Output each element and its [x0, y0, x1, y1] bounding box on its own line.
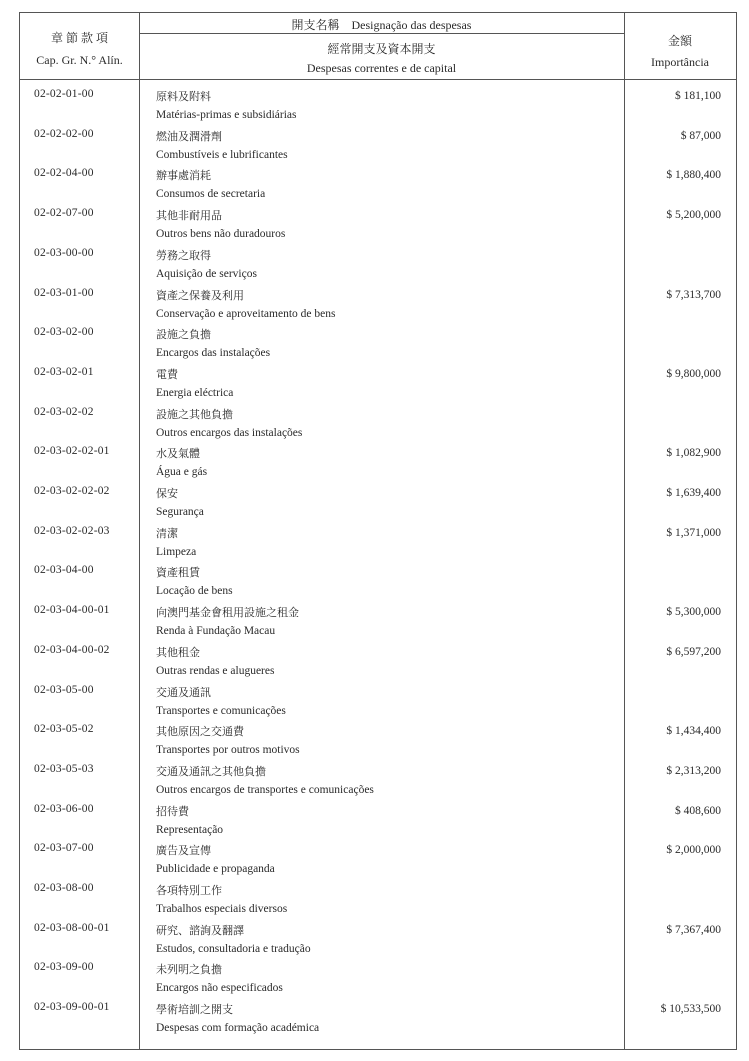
row-code: 02-02-02-00 [34, 127, 94, 140]
row-code: 02-03-08-00 [34, 882, 94, 894]
col-code-header-zh: 章 節 款 項 [50, 31, 108, 45]
row-amount: $ 1,082,900 [666, 447, 721, 460]
table-row [20, 207, 736, 247]
row-code: 02-02-07-00 [34, 207, 94, 220]
row-description-zh: 保安 [156, 487, 178, 500]
row-description-pt: Despesas com formação académica [156, 1022, 320, 1035]
row-description-zh: 交通及通訊 [156, 685, 211, 699]
row-description-zh: 其他租金 [156, 645, 200, 659]
row-code: 02-02-04-00 [34, 167, 94, 180]
table-row [20, 167, 736, 207]
row-amount: $ 408,600 [675, 804, 721, 817]
row-code: 02-03-09-00-01 [34, 1001, 110, 1014]
table-row [20, 922, 736, 962]
row-description-pt: Energia eléctrica [156, 386, 234, 399]
row-code: 02-03-04-00-01 [34, 604, 110, 617]
row-code: 02-03-02-02-02 [34, 485, 110, 497]
row-amount: $ 7,367,400 [666, 923, 721, 936]
table-row [20, 128, 736, 168]
row-description-zh: 其他非耐用品 [156, 209, 222, 223]
row-code: 02-03-05-00 [34, 683, 94, 696]
row-description-pt: Consumos de secretaria [156, 188, 266, 201]
col-code-header-pt: Cap. Gr. N.° Alín. [36, 53, 123, 67]
table-row [20, 842, 736, 882]
row-amount: $ 7,313,700 [666, 288, 721, 301]
table-row [20, 525, 736, 565]
row-code: 02-03-07-00 [34, 842, 94, 855]
row-description-pt: Outros bens não duradouros [156, 228, 286, 241]
table-row [20, 803, 736, 843]
row-description-pt: Trabalhos especiais diversos [156, 903, 288, 915]
row-description-zh: 勞務之取得 [156, 248, 211, 262]
row-code: 02-03-00-00 [34, 246, 94, 259]
row-amount: $ 1,371,000 [666, 526, 721, 539]
row-description-pt: Locação de bens [156, 585, 233, 598]
row-description-pt: Encargos das instalações [156, 347, 271, 360]
table-row [20, 684, 736, 724]
row-description-pt: Encargos não especificados [156, 982, 283, 995]
row-amount: $ 87,000 [680, 129, 721, 142]
row-description-pt: Segurança [156, 506, 204, 518]
row-amount: $ 5,300,000 [666, 606, 721, 619]
table-row [20, 763, 736, 803]
table-row [20, 326, 736, 366]
row-code: 02-02-01-00 [34, 88, 94, 100]
header-divider [139, 33, 624, 34]
row-amount: $ 10,533,500 [660, 1003, 721, 1016]
table-row [20, 287, 736, 327]
row-description-zh: 辦事處消耗 [156, 169, 211, 183]
row-code: 02-03-08-00-01 [34, 921, 110, 934]
row-description-zh: 原料及附料 [156, 90, 211, 103]
table-row [20, 723, 736, 763]
row-amount: $ 1,880,400 [666, 169, 721, 182]
row-description-pt: Aquisição de serviços [156, 267, 257, 280]
row-description-zh: 各項特別工作 [156, 884, 222, 897]
row-amount: $ 1,639,400 [666, 487, 721, 499]
table-row [20, 564, 736, 604]
table-row [20, 247, 736, 287]
row-description-zh: 交通及通訊之其他負擔 [156, 764, 266, 778]
row-code: 02-03-09-00 [34, 961, 94, 974]
row-description-pt: Representação [156, 823, 224, 836]
col-desc-header: 開支名稱 Designação das despesas [291, 18, 472, 32]
header-bottom-rule [20, 79, 736, 80]
row-description-zh: 設施之其他負擔 [156, 407, 233, 421]
row-description-zh: 電費 [156, 367, 178, 381]
row-description-zh: 學術培訓之開支 [156, 1003, 233, 1017]
row-description-pt: Outras rendas e alugueres [156, 664, 275, 677]
table-row [20, 366, 736, 406]
row-description-pt: Transportes e comunicações [156, 704, 286, 717]
row-description-pt: Outros encargos das instalações [156, 426, 303, 439]
row-amount: $ 2,313,200 [666, 764, 721, 777]
row-description-zh: 向澳門基金會租用設施之租金 [156, 606, 299, 620]
row-description-pt: Outros encargos de transportes e comunicações [156, 783, 374, 796]
row-description-zh: 招待費 [156, 804, 189, 818]
table-row [20, 961, 736, 1001]
col-desc-subheader-zh: 經常開支及資本開支 [327, 42, 436, 56]
row-amount: $ 181,100 [675, 90, 721, 102]
row-description-zh: 資產之保養及利用 [156, 288, 244, 302]
row-code: 02-03-02-02-03 [34, 524, 110, 537]
row-amount: $ 6,597,200 [666, 645, 721, 658]
row-amount: $ 1,434,400 [666, 725, 721, 738]
table-row [20, 445, 736, 485]
row-description-zh: 清潔 [156, 526, 178, 540]
row-amount: $ 5,200,000 [666, 209, 721, 222]
row-code: 02-03-01-00 [34, 286, 94, 299]
table-row [20, 644, 736, 684]
row-amount: $ 9,800,000 [666, 367, 721, 380]
budget-table [19, 12, 737, 1050]
col-desc-subheader-pt: Despesas correntes e de capital [306, 61, 457, 75]
row-code: 02-03-05-02 [34, 723, 94, 736]
col-amount-header-pt: Importância [651, 55, 709, 69]
row-description-zh: 資產租賃 [156, 566, 200, 580]
row-description-zh: 其他原因之交通費 [156, 725, 244, 739]
row-description-zh: 未列明之負擔 [156, 963, 222, 977]
row-description-zh: 廣告及宣傳 [156, 844, 211, 858]
row-amount: $ 2,000,000 [666, 844, 721, 857]
row-description-pt: Estudos, consultadoria e tradução [156, 942, 311, 955]
row-description-pt: Água e gás [156, 466, 208, 479]
row-description-pt: Renda à Fundação Macau [156, 625, 276, 638]
row-description-zh: 設施之負擔 [156, 328, 211, 342]
table-row [20, 485, 736, 525]
row-code: 02-03-02-02-01 [34, 445, 110, 458]
row-description-pt: Publicidade e propaganda [156, 863, 275, 876]
table-row [20, 1001, 736, 1041]
row-code: 02-03-05-03 [34, 762, 94, 775]
row-description-zh: 研究、諮詢及翻譯 [156, 923, 244, 937]
row-description-zh: 水及氣體 [156, 447, 200, 461]
row-description-pt: Matérias-primas e subsidiárias [156, 109, 297, 121]
table-row [20, 406, 736, 446]
row-description-pt: Combustíveis e lubrificantes [156, 148, 288, 161]
table-row [20, 882, 736, 922]
row-description-pt: Transportes por outros motivos [156, 744, 300, 757]
row-code: 02-03-04-00 [34, 564, 94, 577]
row-code: 02-03-06-00 [34, 802, 94, 815]
row-description-zh: 燃油及潤滑劑 [156, 129, 222, 143]
table-row [20, 604, 736, 644]
row-code: 02-03-02-00 [34, 326, 94, 339]
table-row [20, 88, 736, 128]
row-code: 02-03-04-00-02 [34, 643, 110, 656]
row-description-pt: Conservação e aproveitamento de bens [156, 307, 336, 320]
row-description-pt: Limpeza [156, 545, 197, 558]
row-code: 02-03-02-01 [34, 365, 94, 378]
col-amount-header-zh: 金額 [667, 34, 692, 48]
row-code: 02-03-02-02 [34, 405, 94, 418]
